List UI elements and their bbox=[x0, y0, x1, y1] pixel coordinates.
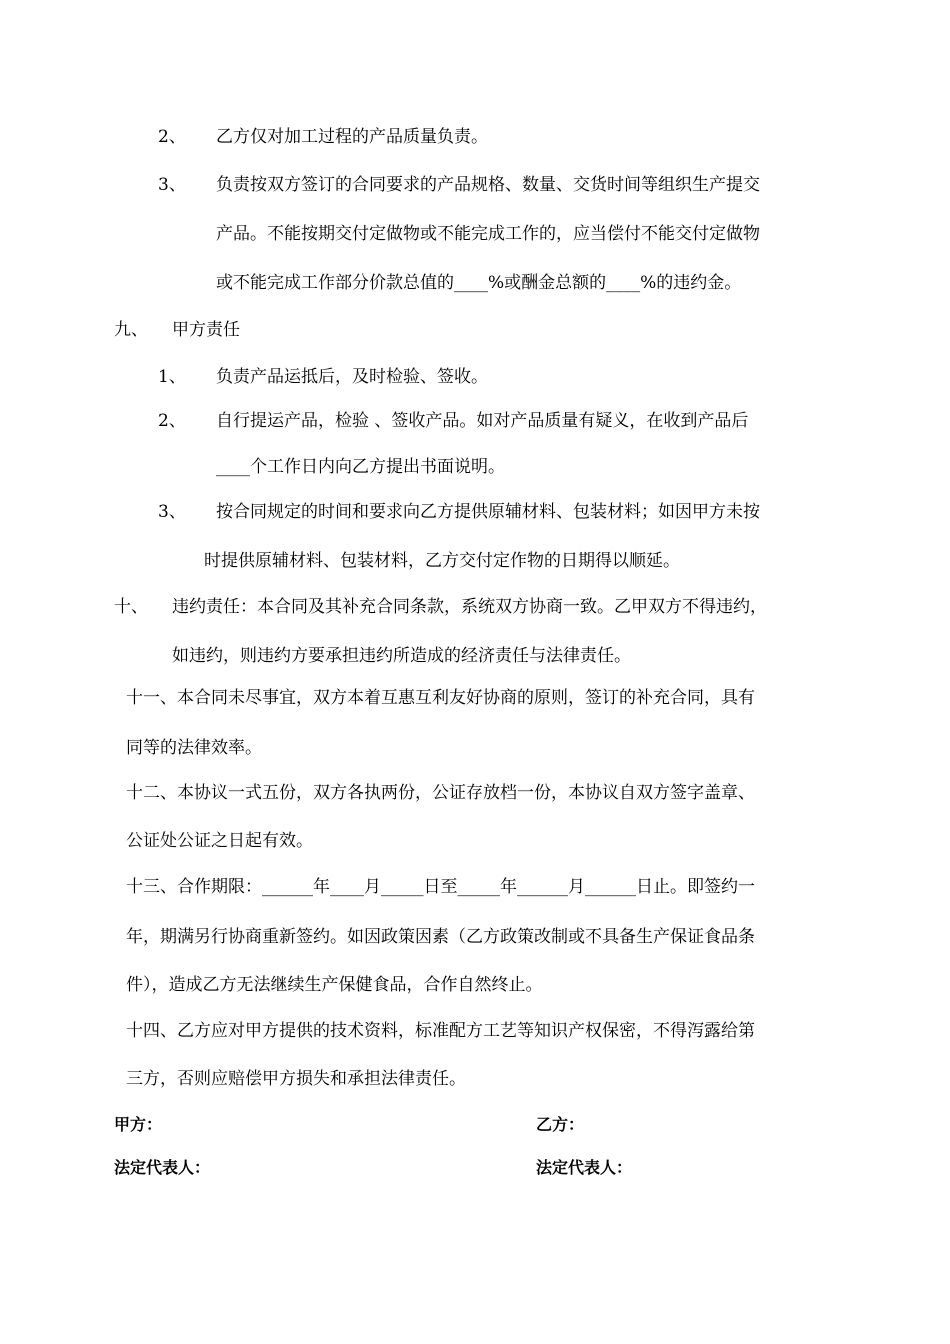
section-number: 十、 bbox=[114, 597, 148, 617]
clause-text: 按合同规定的时间和要求向乙方提供原辅材料、包装材料；如因甲方未按 bbox=[216, 502, 760, 522]
clause-text: 三方，否则应赔偿甲方损失和承担法律责任。 bbox=[126, 1069, 466, 1089]
item-number: 3、 bbox=[158, 502, 186, 522]
party-b-representative-label: 法定代表人： bbox=[536, 1158, 633, 1177]
clause-text: 乙方仅对加工过程的产品质量负责。 bbox=[216, 127, 488, 147]
clause-text: 十四、乙方应对甲方提供的技术资料，标准配方工艺等知识产权保密，不得泻露给第 bbox=[126, 1021, 755, 1041]
clause-text: 十二、本协议一式五份，双方各执两份，公证存放档一份，本协议自双方签字盖章、 bbox=[126, 783, 755, 803]
clause-text: 自行提运产品，检验 、签收产品。如对产品质量有疑义，在收到产品后 bbox=[216, 411, 749, 431]
clause-text: 年，期满另行协商重新签约。如因政策因素（乙方政策改制或不具备生产保证食品条 bbox=[126, 927, 755, 947]
clause-text: 如违约，则违约方要承担违约所造成的经济责任与法律责任。 bbox=[172, 646, 631, 666]
item-number: 3、 bbox=[158, 175, 186, 195]
clause-text: 件），造成乙方无法继续生产保健食品，合作自然终止。 bbox=[126, 975, 543, 995]
clause-text: 公证处公证之日起有效。 bbox=[126, 831, 313, 851]
section-title: 甲方责任 bbox=[172, 320, 240, 340]
clause-text: 同等的法律效率。 bbox=[126, 738, 262, 758]
clause-text: 十三、合作期限：______年____月_____日至_____年______月______日止。即签约一 bbox=[126, 877, 755, 897]
party-a-representative-label: 法定代表人： bbox=[114, 1158, 211, 1177]
party-b-label: 乙方： bbox=[536, 1115, 585, 1134]
clause-text: 违约责任：本合同及其补充合同条款，系统双方协商一致。乙甲双方不得违约， bbox=[172, 597, 767, 617]
clause-text: ____个工作日内向乙方提出书面说明。 bbox=[216, 457, 505, 477]
item-number: 2、 bbox=[158, 127, 186, 147]
clause-text: 时提供原辅材料、包装材料，乙方交付定作物的日期得以顺延。 bbox=[204, 551, 680, 571]
clause-text: 或不能完成工作部分价款总值的____%或酬金总额的____%的违约金。 bbox=[216, 273, 742, 293]
item-number: 1、 bbox=[158, 367, 186, 387]
clause-text: 负责按双方签订的合同要求的产品规格、数量、交货时间等组织生产提交 bbox=[216, 175, 760, 195]
clause-text: 产品。不能按期交付定做物或不能完成工作的，应当偿付不能交付定做物 bbox=[216, 224, 760, 244]
clause-text: 负责产品运抵后，及时检验、签收。 bbox=[216, 367, 488, 387]
party-a-label: 甲方： bbox=[114, 1115, 163, 1134]
section-number: 九、 bbox=[114, 320, 148, 340]
item-number: 2、 bbox=[158, 411, 186, 431]
clause-text: 十一、本合同未尽事宜，双方本着互惠互利友好协商的原则，签订的补充合同，具有 bbox=[126, 688, 755, 708]
